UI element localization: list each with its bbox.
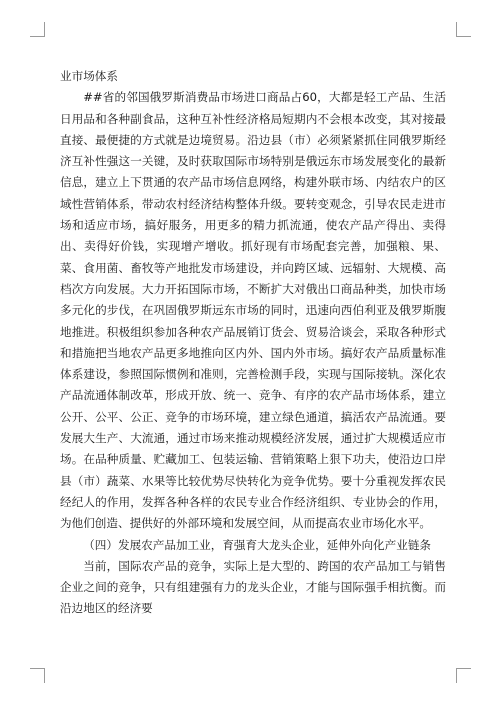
paragraph: ##省的邻国俄罗斯消费品市场进口商品占60，大都是轻工产品、生活日用品和各种副食品，这种互补性经济格局短期内不会根本改变，其对接最直接、最便捷的方式就是边境贸易。沿边县（市）必须紧紧抓住同俄罗斯经济互补性强这一关键，及时获取国际市场特别是俄远东市场发展变化的最新信息，建立上下贯通的农产品市场信息网络，构建外联市场、内结农户的区域性营销体系，带动农村经济结构整体升级。要转变观念，引导农民走进市场和适应市场，搞好服务，用更多的精力抓流通，使农产品产得出、卖得出、卖得好价钱，实现增产增收。抓好现有市场配套完善，加强粮、果、菜、食用菌、畜牧等产地批发市场建设，并向跨区域、远辐射、大规模、高档次方向发展。大力开拓国际市场，不断扩大对俄出口商品种类，加快市场多元化的步伐，在巩固俄罗斯远东市场的同时，迅速向西伯利亚及俄罗斯腹地推进。积极组织参加各种农产品展销订货会、贸易洽谈会，采取各种形式和措施把当地农产品更多地推向区内外、国内外市场。搞好农产品质量标准体系建设，参照国际惯例和准则，完善检测手段，实现与国际接轨。深化农产品流通体制改革，形成开放、统一、竞争、有序的农产品市场体系，建立公开、公平、公正、竞争的市场环境，建立绿色通道，搞活农产品流通。要发展大生产、大流通，通过市场来推动规模经济发展，通过扩大规模适应市场。在品种质量、贮藏加工、包装运输、营销策略上狠下功夫，使沿边口岸县（市）蔬菜、水果等比较优势尽快转化为竞争优势。要十分重视发挥农民经纪人的作用，发挥各种各样的农民专业合作经济组织、专业协会的作用，为他们创造、提供好的外部环境和发展空间，从而提高农业市场化水平。 [60,90,446,531]
document-body [60,66,446,620]
crop-mark-top-left [30,22,45,37]
crop-mark-top-right [456,22,471,37]
crop-mark-bottom-right [456,668,471,683]
paragraph: 当前，国际农产品的竞争，实际上是大型的、跨国的农产品加工与销售企业之间的竞争，只有组建强有力的龙头企业，才能与国际强手相抗衡。而沿边地区的经济要 [60,558,446,616]
crop-mark-bottom-left [30,668,45,683]
lead-line: 业市场体系 [60,69,118,83]
section-heading: （四）发展农产品加工业，育强育大龙头企业，延伸外向化产业链条 [83,537,432,552]
